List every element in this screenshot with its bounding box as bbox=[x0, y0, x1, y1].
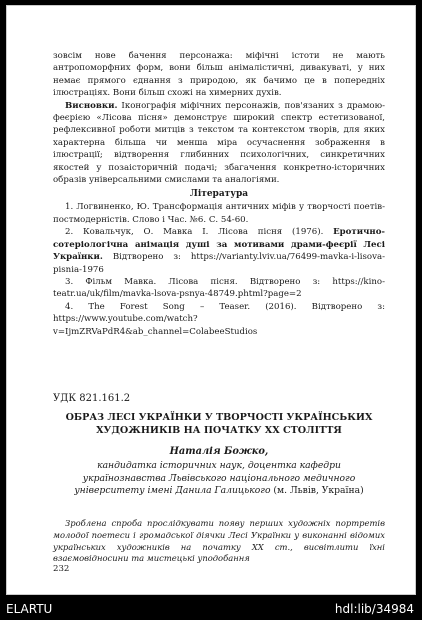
affiliation-line-3 bbox=[53, 485, 385, 498]
page-content bbox=[53, 50, 385, 574]
document-page bbox=[6, 5, 416, 595]
affiliation-place: (м. Львів, Україна) bbox=[270, 485, 364, 497]
article-title-line-1: ОБРАЗ ЛЕСІ УКРАЇНКИ У ТВОРЧОСТІ УКРАЇНСЬКИХ bbox=[65, 412, 373, 423]
author-affiliation bbox=[53, 460, 385, 498]
conclusions-text: Іконографія міфічних персонажів, пов'язаних з драмою-феєрією «Лісова пісня» демонструє широкий спектр естетизованої, рефлексивної роботи митців з текстом та контекстом творів, для яких характерна більша чи менша міра осучаснення зображення в ілюстрації; відтворення глибинних психологічних, синкретичних якостей у позаісторичній подачі; збагачення конкретно-історичних образів універсальними смислами та аналогіями. bbox=[53, 100, 385, 186]
conclusions-paragraph bbox=[53, 100, 385, 187]
reference-1: 1. Логвиненко, Ю. Трансформація античних міфів у творчості поетів-постмодерністів. Слово і Час. №6. С. 54-60. bbox=[53, 202, 385, 225]
literature-heading: Література bbox=[189, 189, 249, 200]
author-name: Наталія Божко, bbox=[169, 446, 269, 457]
udk-code: УДК 821.161.2 bbox=[53, 393, 131, 404]
reference-2-suffix: Відтворено з: https://varianty.lviv.ua/76499-mavka-i-lisova-pisnia-1976 bbox=[53, 252, 385, 275]
page-number: 232 bbox=[53, 564, 70, 574]
footer-repository-label: ELARTU bbox=[6, 602, 53, 616]
affiliation-line-2: українознавства Львівського національного медичного bbox=[82, 472, 356, 484]
abstract: Зроблена спроба прослідкувати появу перших художніх портретів молодої поетеси і громадської діячки Лесі Українки у виконанні відомих українських художників на початку ХХ ст., висвітлити їхні взаємовідносини та мистецькі уподобання bbox=[53, 518, 385, 564]
reference-3: 3. Фільм Мавка. Лісова пісня. Відтворено з: https://kino-teatr.ua/uk/film/mavka-lsova-psnya-48749.phtml?page=2 bbox=[53, 276, 385, 300]
affiliation-university: університету імені Данила Галицького bbox=[74, 485, 271, 497]
reference-4: 4. The Forest Song – Teaser. (2016). Відтворено з: https://www.youtube.com/watch?v=IjmZRVaPdR4&ab_channel=ColabeeStudios bbox=[53, 301, 385, 337]
footer-handle: hdl:lib/34984 bbox=[334, 602, 414, 616]
affiliation-line-1: кандидатка історичних наук, доцентка кафедри bbox=[97, 460, 341, 471]
reference-2 bbox=[53, 226, 385, 276]
conclusions-label: Висновки. bbox=[65, 100, 118, 111]
article-title bbox=[53, 411, 385, 437]
reference-2-title: Еротично-сотеріологічна анімація душі за мотивами драми-феєрії Лесі Українки. bbox=[53, 227, 385, 263]
reference-2-prefix: 2. Ковальчук, О. Мавка І. Лісова пісня (1976). bbox=[65, 227, 334, 238]
body-paragraph: зовсім нове бачення персонажа: міфічні істоти не мають антропоморфних форм, вони більш анімалістичні, дивакуваті, у них немає прямого єднання з природою, як бачимо це в попередніх ілюстраціях. Вони більш схожі на химерних духів. bbox=[53, 51, 385, 99]
article-title-line-2: ХУДОЖНИКІВ НА ПОЧАТКУ ХХ СТОЛІТТЯ bbox=[96, 425, 342, 436]
footer-bar bbox=[0, 598, 422, 620]
